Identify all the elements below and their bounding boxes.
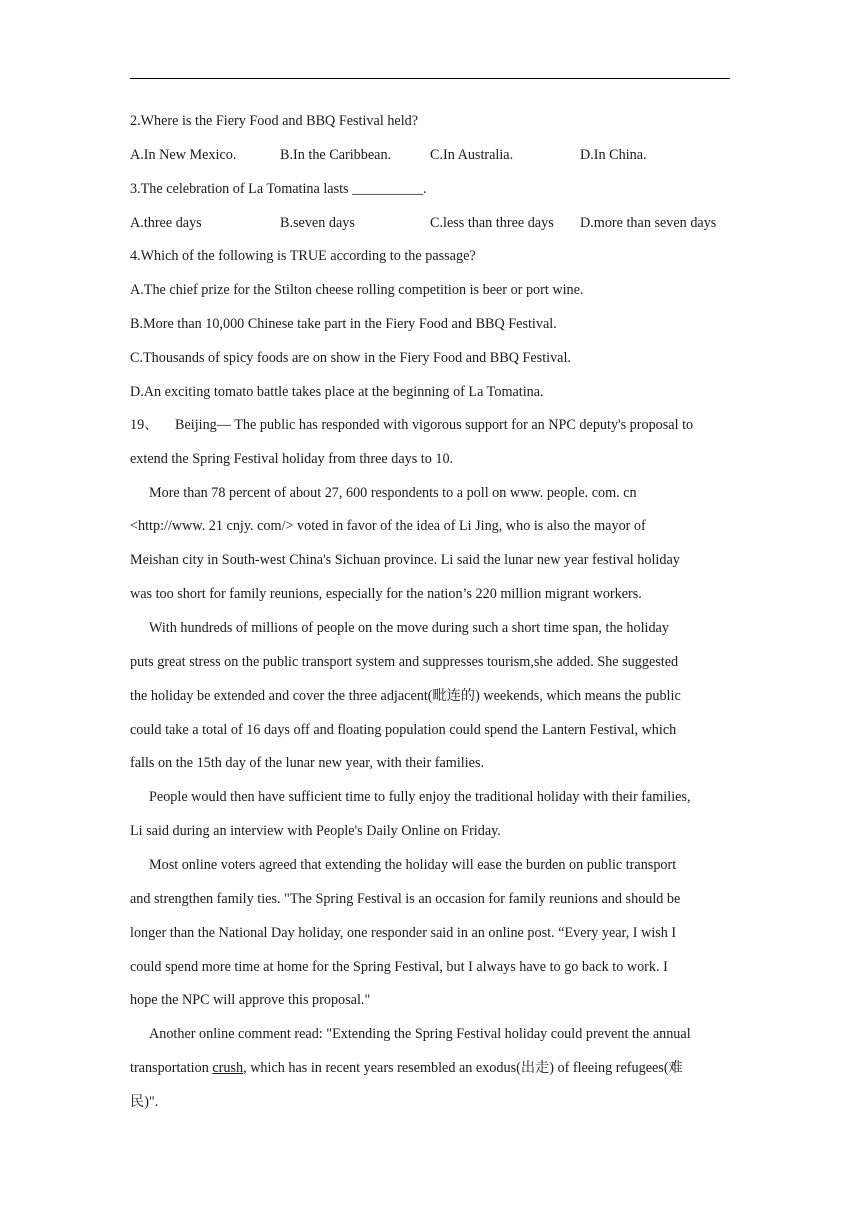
passage-line: <http://www. 21 cnjy. com/> voted in favor of the idea of Li Jing, who is also the mayor of xyxy=(130,518,646,534)
passage-line: could spend more time at home for the Spring Festival, but I always have to go back to work. I xyxy=(130,959,668,975)
passage-line: and strengthen family ties. "The Spring Festival is an occasion for family reunions and should be xyxy=(130,891,681,907)
q4-option-a: A.The chief prize for the Stilton cheese rolling competition is beer or port wine. xyxy=(130,282,584,298)
passage-line-with-underline xyxy=(130,1058,730,1078)
passage-line: puts great stress on the public transport system and suppresses tourism,she added. She suggested xyxy=(130,654,679,670)
passage-number: 19、 xyxy=(130,417,159,433)
passage-line: the holiday be extended and cover the three adjacent(毗连的) weekends, which means the public xyxy=(130,688,681,704)
header-rule xyxy=(130,78,730,79)
passage-line: More than 78 percent of about 27, 600 respondents to a poll on www. people. com. cn xyxy=(149,485,637,501)
passage-line: With hundreds of millions of people on the move during such a short time span, the holiday xyxy=(149,620,669,636)
q2-option-b: B.In the Caribbean. xyxy=(280,147,392,163)
q2-option-a: A.In New Mexico. xyxy=(130,147,237,163)
underlined-word: crush xyxy=(212,1060,244,1076)
q3-option-c: C.less than three days xyxy=(430,215,554,231)
question-4: 4.Which of the following is TRUE according to the passage? xyxy=(130,248,476,264)
passage-line: longer than the National Day holiday, one responder said in an online post. “Every year, I wish I xyxy=(130,925,677,941)
passage-line: was too short for family reunions, especially for the nation’s 220 million migrant workers. xyxy=(130,586,642,602)
q2-option-d: D.In China. xyxy=(580,147,647,163)
passage-line: falls on the 15th day of the lunar new year, with their families. xyxy=(130,755,485,771)
passage-line: Li said during an interview with People's Daily Online on Friday. xyxy=(130,823,501,839)
passage-text: , which has in recent years resembled an exodus(出走) of fleeing refugees(难 xyxy=(243,1060,683,1076)
passage-line: Another online comment read: "Extending the Spring Festival holiday could prevent the annual xyxy=(149,1026,691,1042)
q4-option-d: D.An exciting tomato battle takes place at the beginning of La Tomatina. xyxy=(130,384,544,400)
passage-text: transportation xyxy=(130,1060,213,1076)
passage-line: Meishan city in South-west China's Sichuan province. Li said the lunar new year festival holiday xyxy=(130,552,680,568)
passage-line: 民)". xyxy=(130,1094,159,1110)
q3-option-a: A.three days xyxy=(130,215,202,231)
passage-line: could take a total of 16 days off and floating population could spend the Lantern Festival, which xyxy=(130,722,677,738)
passage-line: People would then have sufficient time to fully enjoy the traditional holiday with their families, xyxy=(149,789,691,805)
passage-line: Most online voters agreed that extending the holiday will ease the burden on public transport xyxy=(149,857,677,873)
q3-option-b: B.seven days xyxy=(280,215,355,231)
passage-line: extend the Spring Festival holiday from three days to 10. xyxy=(130,451,454,467)
q4-option-c: C.Thousands of spicy foods are on show in the Fiery Food and BBQ Festival. xyxy=(130,350,571,366)
passage-line: Beijing— The public has responded with vigorous support for an NPC deputy's proposal to xyxy=(175,417,694,433)
q2-option-c: C.In Australia. xyxy=(430,147,514,163)
question-2: 2.Where is the Fiery Food and BBQ Festival held? xyxy=(130,113,419,129)
passage-line: hope the NPC will approve this proposal." xyxy=(130,992,371,1008)
question-3: 3.The celebration of La Tomatina lasts __________. xyxy=(130,181,427,197)
q4-option-b: B.More than 10,000 Chinese take part in the Fiery Food and BBQ Festival. xyxy=(130,316,557,332)
q3-option-d: D.more than seven days xyxy=(580,215,717,231)
